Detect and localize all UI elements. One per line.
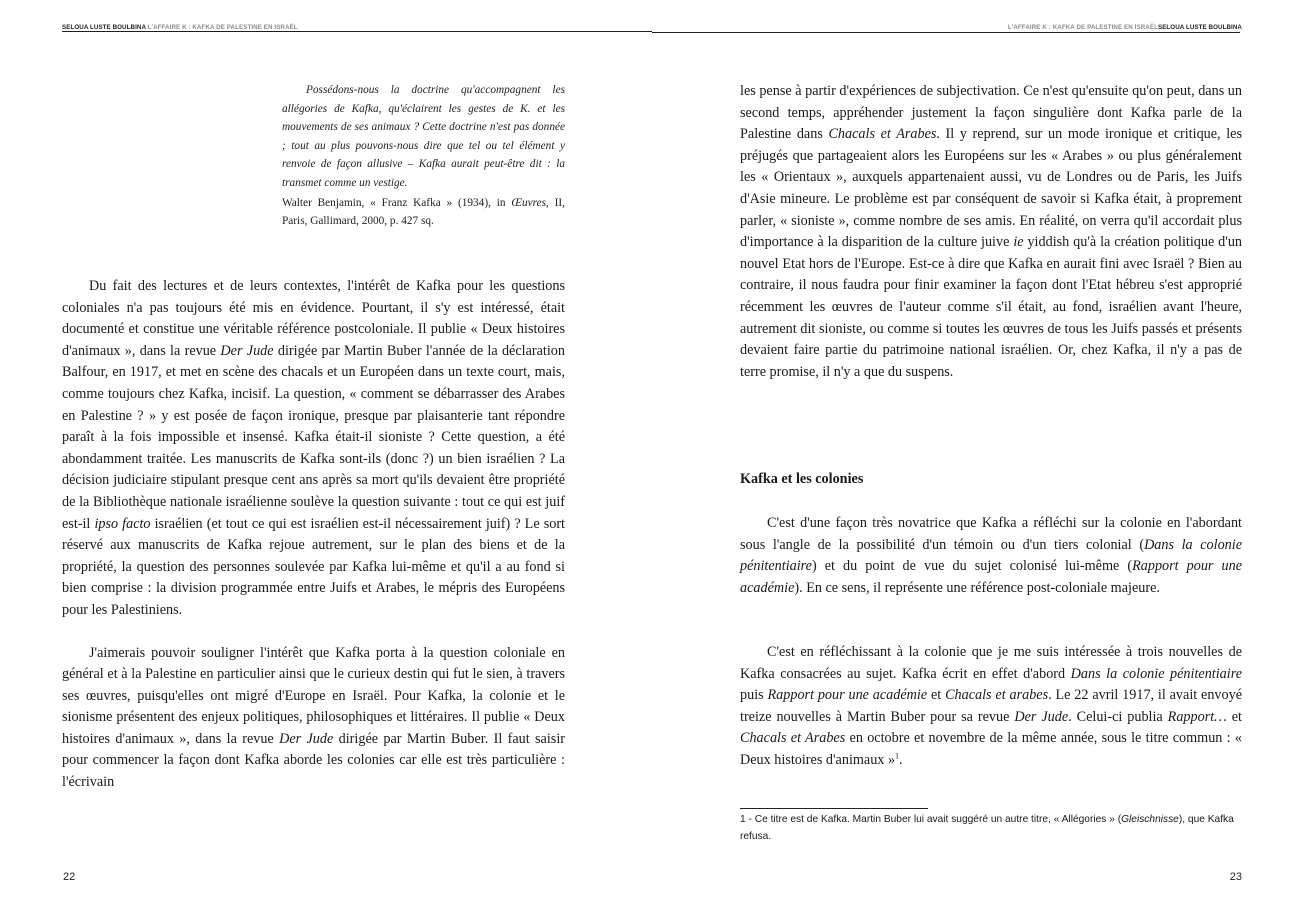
epigraph [282,81,565,231]
italic-run: Dans la colonie pénitentiaire [1070,665,1243,682]
source-title: Œuvres [511,196,547,209]
body-text-colonie [740,513,1242,599]
header-rule [62,31,652,32]
text-run: ) et du point de vue du sujet colonisé lui-même ( [811,558,1133,575]
italic-run: ie [1013,234,1024,251]
italic-run: Chacals et Arabes [740,730,846,747]
paragraph [740,81,1242,383]
italic-run: Chacals et arabes [945,687,1049,704]
italic-run: Rapport pour une académie [740,558,1242,596]
epigraph-source [282,194,565,231]
text-run: J'aimerais pouvoir souligner l'intérêt que Kafka porta à la question coloniale en général et à la Palestine en particulier ainsi que le curieux destin qui fut le sien, à travers ses œuvres, puisqu'elles ont migré d'Europe en Israël. Pour Kafka, la colonie et le sionisme présentent des enjeux politiques, philosophiques et littéraires. Il publie « Deux histoires d'animaux », dans la revue [62,644,565,747]
body-text-left [62,276,565,794]
text-run: en octobre et novembre de la même année, sous le titre commun : « Deux histoires d'animaux » [740,730,1242,768]
text-run: puis [740,687,768,704]
section-heading: Kafka et les colonies [740,471,864,487]
italic-run: Rapport… [1167,708,1227,725]
italic-run: Der Jude [220,342,274,359]
italic-run: Der Jude [279,730,334,747]
running-head-title: L'AFFAIRE K : KAFKA DE PALESTINE EN ISRAËL [1007,24,1158,31]
body-text-continuation [740,81,1242,383]
running-head-title: L'AFFAIRE K : KAFKA DE PALESTINE EN ISRAËL [147,24,298,31]
footnote-rule [740,808,928,809]
text-run: C'est en réfléchissant à la colonie que je me suis intéressée à trois nouvelles de Kafka consacrées au sujet. Kafka écrit en effet d'abord [740,644,1242,682]
body-text-nouvelles [740,642,1242,772]
italic-run: ipso facto [94,515,151,532]
running-head-author: SELOUA LUSTE BOULBINA [62,24,146,31]
paragraph-gap [62,622,565,643]
paragraph [740,513,1242,599]
text-run: Du fait des lectures et de leurs contextes, l'intérêt de Kafka pour les questions coloniales n'a pas toujours été mis en évidence. Pourtant, il s'y est intéressé, était documenté et constitue une véritable référence postcoloniale. Il publie « Deux histoires d'animaux », dans la revue [62,278,565,359]
italic-run: Gleischnisse [1121,814,1179,825]
footnote [740,812,1242,845]
running-head-author: SELOUA LUSTE BOULBINA [1157,24,1242,31]
text-run: 1 - Ce titre est de Kafka. Martin Buber lui avait suggéré un autre titre, « Allégories » ( [740,814,1122,825]
header-rule [652,32,1240,33]
italic-run: Rapport pour une académie [767,687,928,704]
text-run: dirigée par Martin Buber. Il faut saisir pour commencer la façon dont Kafka aborde les colonies car elle est très particulière : l'écrivain [62,730,565,791]
italic-run: Dans la colonie pénitentiaire [740,536,1242,575]
text-run: . [899,751,903,768]
text-run: ), que Kafka refusa. [740,814,1234,842]
text-run: et [927,687,946,704]
page-number: 22 [63,871,76,883]
epigraph-quote: Possédons-nous la doctrine qu'accompagnent les allégories de Kafka, qu'éclairent les gestes de K. et les mouvements de ses animaux ? Cette doctrine n'est pas donnée ; tout au plus pouvons-nous dire que tel ou tel élément y renvoie de façon allusive – Kafka aurait peut-être dit : la transmet comme un vestige. [282,84,565,189]
source-text: Walter Benjamin, « Franz Kafka » (1934), in [282,196,512,209]
text-run: C'est d'une façon très novatrice que Kafka a réfléchi sur la colonie en l'abordant sous l'angle de la possibilité d'un témoin ou d'un tiers colonial ( [740,515,1242,553]
paragraph [62,643,565,794]
right-page [652,0,1305,913]
footnote-ref[interactable]: 1 [895,751,900,761]
paragraph [740,642,1242,772]
italic-run: Chacals et Arabes [828,126,937,143]
text-run: israélien (et tout ce qui est israélien est-il nécessairement juif) ? Le sort réservé aux manuscrits de Kafka rejoue autrement, sur le plan des biens et de la propriété, la question des personnes soulevée par Kafka lui-même et qu'il a au fond si bien comprise : la division programmée entre Juifs et Arabes, le mépris des Européens pour les Palestiniens. [62,515,565,618]
running-head-right [1008,24,1242,32]
left-page [0,0,652,913]
text-run: . Le 22 avril 1917, il avait envoyé treize nouvelles à Martin Buber pour sa revue [740,687,1243,725]
text-run: yiddish qu'à la création politique d'un nouvel Etat hors de l'Europe. Est-ce à dire que Kafka en aurait fini avec Israël ? Bien au contraire, il nous faudra pour finir examiner la façon dont l'Etat hébreu s'est approprié récemment les œuvres de l'auteur comme s'il était, au fond, israélien avant l'heure, autrement dit sioniste, ou comme si toutes les œuvres de tous les Juifs passés et présents devaient faire partie du patrimoine national israélien. Or, chez Kafka, il n'y a pas de terre promise, il n'y a que du suspens. [740,234,1243,380]
text-run: . Il y reprend, sur un mode ironique et critique, les préjugés que partageaient alors les Européens sur les « Arabes » ou plus généralement les « Orientaux », auxquels appartenaient aussi, vu de Londres ou de Paris, les Juifs d'Asie mineure. Le problème est par conséquent de savoir si Kafka était, à proprement parler, « sioniste », comme nombre de ses amis. En réalité, on verra qu'il accordait plus d'importance à la disparition de la culture juive [740,126,1242,251]
source-text: , II, Paris, Gallimard, 2000, p. 427 sq. [282,196,566,228]
italic-run: Der Jude [1014,708,1069,725]
text-run: dirigée par Martin Buber l'année de la déclaration Balfour, en 1917, et met en scène des chacals et un Européen dans un texte court, mais, comme toujours chez Kafka, incisif. La question, « comment se débarrasser des Arabes en Palestine ? » y est posée de façon ironique, presque par plaisanterie tant répondre paraît à la fois impossible et insensé. Kafka était-il sioniste ? Cette question, a été abondamment traitée. Les manuscrits de Kafka sont-ils (donc ?) un bien israélien ? La décision judiciaire stipulant presque cent ans après sa mort qu'ils devaient être propriété de la Bibliothèque nationale israélienne soulève la question suivante : tout ce qui est juif est-il [62,342,565,532]
text-run: et [1226,708,1242,725]
text-run: les pense à partir d'expériences de subjectivation. Ce n'est qu'ensuite qu'on peut, dans un second temps, appréhender justement la façon singulière dont Kafka parle de la Palestine dans [740,83,1242,143]
text-run: . Celui-ci publia [1068,708,1168,725]
page-number: 23 [1229,871,1242,883]
paragraph [62,276,565,622]
text-run: ). En ce sens, il représente une référence post-coloniale majeure. [794,579,1160,596]
